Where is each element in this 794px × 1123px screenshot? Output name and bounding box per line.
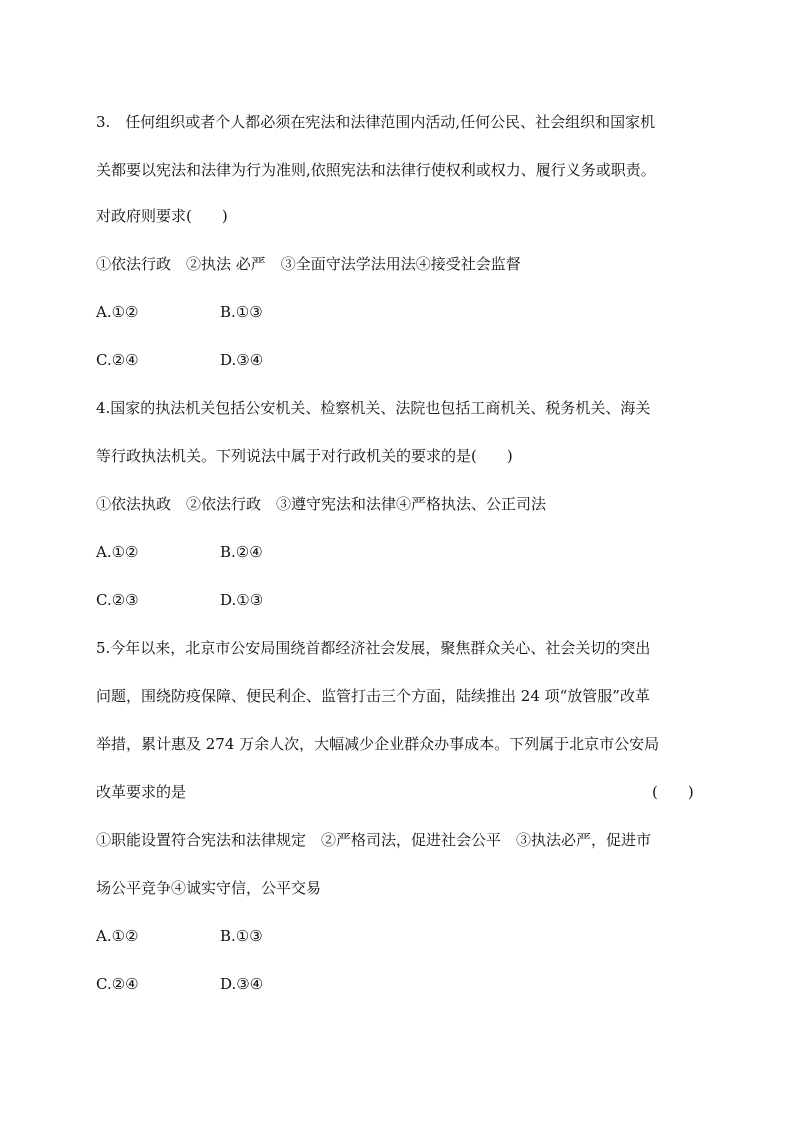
question-3-option-b: B.①③: [220, 303, 263, 321]
question-5-statements-1: ①职能设置符合宪法和法律规定 ②严格司法，促进社会公平 ③执法必严，促进市: [96, 831, 652, 849]
question-4-statements: ①依法执政 ②依法行政 ③遵守宪法和法律④严格执法、公正司法: [96, 495, 547, 513]
question-3-option-a: A.①②: [96, 303, 139, 321]
question-4-option-a: A.①②: [96, 543, 139, 561]
question-4-option-b: B.②④: [220, 543, 263, 561]
question-5-line-1: 5.今年以来，北京市公安局围绕首都经济社会发展，聚焦群众关心、社会关切的突出: [96, 639, 651, 657]
question-4-line-2: 等行政执法机关。下列说法中属于对行政机关的要求的是( ): [96, 447, 513, 465]
question-5-answer-paren: ( ): [652, 783, 694, 801]
question-3-statements: ①依法行政 ②执法 必严 ③全面守法学法用法④接受社会监督: [96, 255, 521, 273]
question-3-option-d: D.③④: [220, 351, 264, 369]
question-5-line-4: 改革要求的是: [96, 783, 187, 801]
question-5-option-a: A.①②: [96, 927, 139, 945]
question-5-option-c: C.②④: [96, 975, 139, 993]
question-5-line-3: 举措，累计惠及 274 万余人次，大幅减少企业群众办事成本。下列属于北京市公安局: [96, 735, 660, 753]
question-5-option-d: D.③④: [220, 975, 264, 993]
question-5-line-2: 问题，围绕防疫保障、便民利企、监管打击三个方面，陆续推出 24 项“放管服”改革: [96, 687, 650, 705]
question-3-line-3: 对政府则要求( ): [96, 207, 228, 225]
question-5-statements-2: 场公平竞争④诚实守信，公平交易: [96, 879, 322, 897]
question-3-option-c: C.②④: [96, 351, 139, 369]
question-5-option-b: B.①③: [220, 927, 263, 945]
question-4-line-1: 4.国家的执法机关包括公安机关、检察机关、法院也包括工商机关、税务机关、海关: [96, 399, 651, 417]
question-3-line-2: 关都要以宪法和法律为行为准则,依照宪法和法律行使权利或权力、履行义务或职责。: [96, 161, 656, 179]
question-4-option-c: C.②③: [96, 591, 139, 609]
question-3-line-1: 3. 任何组织或者个人都必须在宪法和法律范围内活动,任何公民、社会组织和国家机: [96, 113, 656, 131]
question-4-option-d: D.①③: [220, 591, 264, 609]
